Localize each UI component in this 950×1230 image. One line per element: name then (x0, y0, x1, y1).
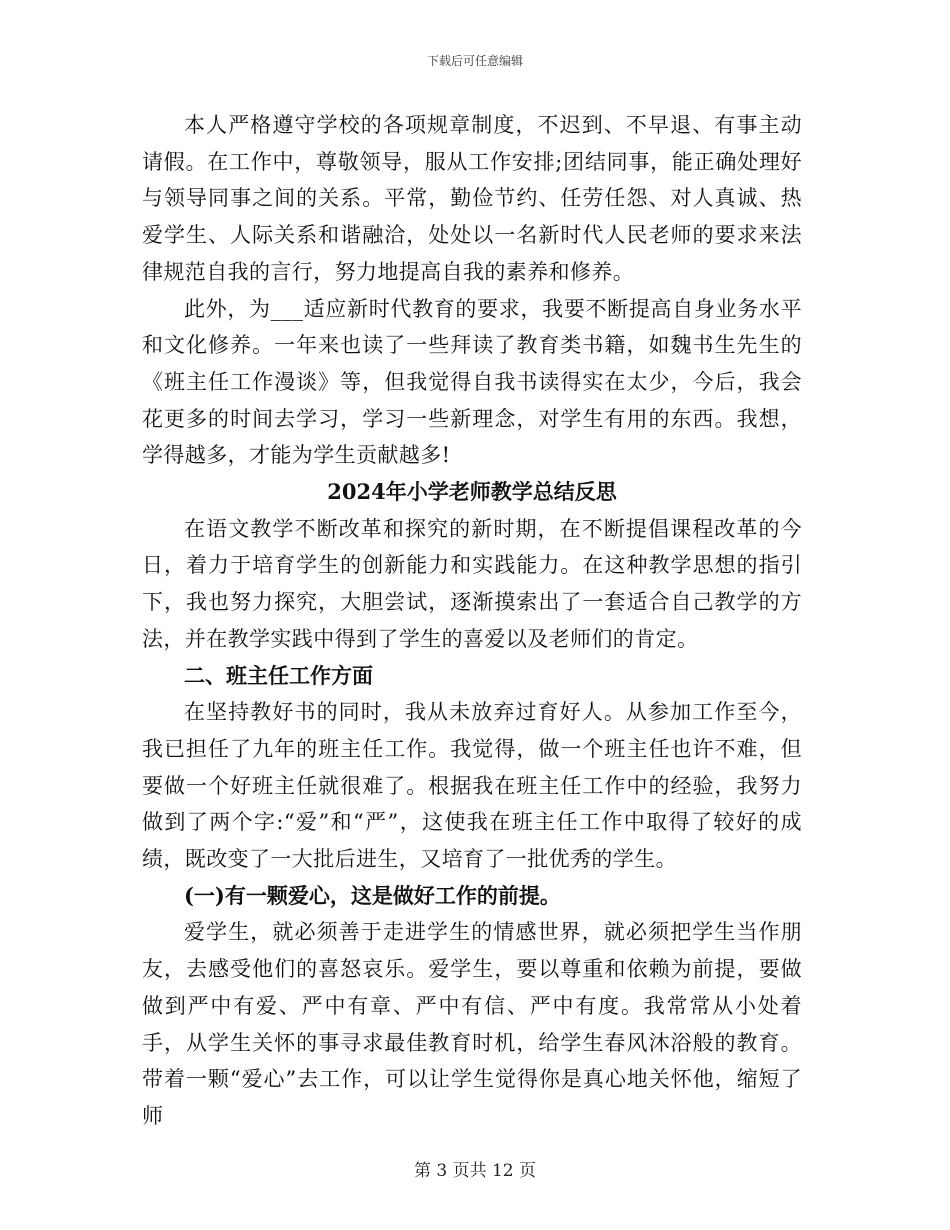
paragraph-love-students: 爱学生，就必须善于走进学生的情感世界，就必须把学生当作朋友，去感受他们的喜怒哀乐。爱学生，要以尊重和依赖为前提，要做做到严中有爱、严中有章、严中有信、严中有度。我常常从小处着手，从学生关怀的事寻求最佳教育时机，给学生春风沐浴般的教育。带着一颗“爱心”去工作，可以让学生觉得你是真心地关怀他，缩短了师 (142, 920, 802, 1128)
paragraph-teaching-intro: 在语文教学不断改革和探究的新时期，在不断提倡课程改革的今日，着力于培育学生的创新能力和实践能力。在这种教学思想的指引下，我也努力探究，大胆尝试，逐渐摸索出了一套适合自己教学的方法，并在教学实践中得到了学生的喜爱以及老师们的肯定。 (142, 516, 802, 651)
paragraph-class-teacher: 在坚持教好书的同时，我从未放弃过育好人。从参加工作至今，我已担任了九年的班主任工作。我觉得，做一个班主任也许不难，但要做一个好班主任就很难了。根据我在班主任工作中的经验，我努力做到了两个字:“爱”和“严”，这使我在班主任工作中取得了较好的成绩，既改变了一大批后进生，又培育了一批优秀的学生。 (142, 700, 802, 872)
page-footer: 第 3 页共 12 页 (413, 1161, 537, 1181)
section-heading-class-teacher: 二、班主任工作方面 (184, 662, 373, 688)
subheading-love: (一)有一颗爱心，这是做好工作的前提。 (184, 882, 561, 908)
paragraph-discipline: 本人严格遵守学校的各项规章制度，不迟到、不早退、有事主动请假。在工作中，尊敬领导，服从工作安排;团结同事，能正确处理好与领导同事之间的关系。平常，勤俭节约、任劳任怨、对人真诚、热爱学生、人际关系和谐融洽，处处以一名新时代人民老师的要求来法律规范自我的言行，努力地提高自我的素养和修养。 (142, 113, 802, 284)
document-body (142, 107, 802, 1135)
page-header: 下载后可任意编辑 (426, 54, 523, 68)
article-title: 2024年小学老师教学总结反思 (327, 479, 617, 505)
paragraph-self-study: 此外，为___适应新时代教育的要求，我要不断提高自身业务水平和文化修养。一年来也读了一些拜读了教育类书籍，如魏书生先生的《班主任工作漫谈》等，但我觉得自我书读得实在太少，今后，我会花更多的时间去学习，学习一些新理念，对学生有用的东西。我想，学得越多，才能为学生贡献越多! (142, 296, 802, 468)
